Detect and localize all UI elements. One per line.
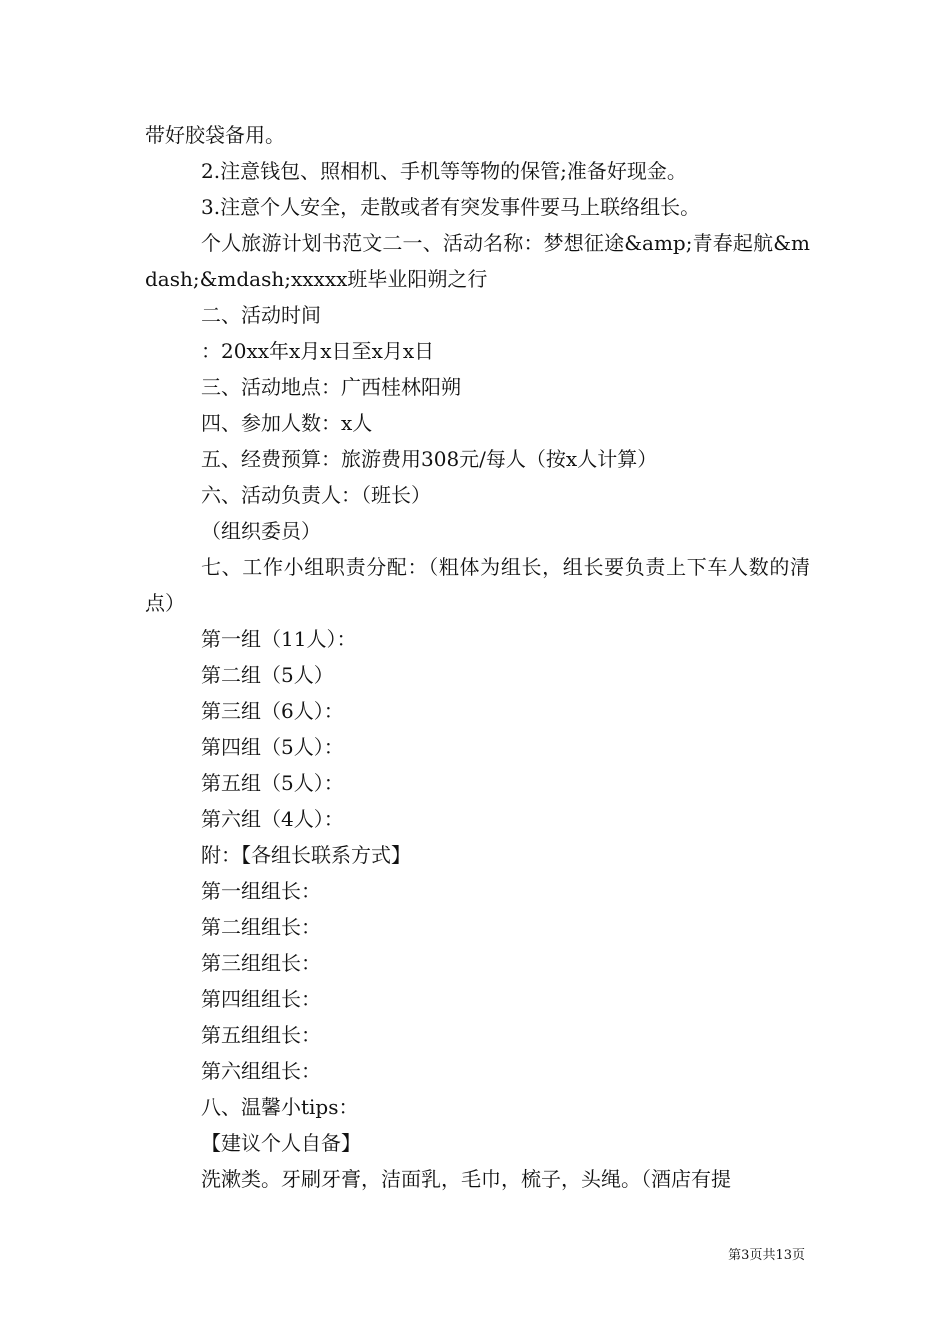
paragraph: 第一组组长：	[201, 879, 321, 903]
paragraph: 第六组组长：	[201, 1059, 321, 1083]
paragraph: 第五组（5人）：	[201, 771, 344, 795]
paragraph: 六、活动负责人：（班长）	[201, 483, 431, 507]
paragraph: 五、经费预算：旅游费用308元/每人（按x人计算）	[201, 447, 658, 471]
paragraph: 四、参加人数：x人	[201, 411, 373, 435]
paragraph: 带好胶袋备用。	[145, 123, 285, 147]
paragraph: 第二组组长：	[201, 915, 321, 939]
paragraph: 3.注意个人安全，走散或者有突发事件要马上联络组长。	[201, 195, 701, 219]
paragraph: 七、工作小组职责分配：（粗体为组长，组长要负责上下车人数的清点）	[145, 555, 810, 615]
paragraph: 三、活动地点：广西桂林阳朔	[201, 375, 461, 399]
paragraph: 2.注意钱包、照相机、手机等等物的保管;准备好现金。	[201, 159, 687, 183]
paragraph: （组织委员）	[201, 519, 321, 543]
paragraph: 个人旅游计划书范文二一、活动名称：梦想征途&amp;青春起航&mdash;&mdash;xxxxx班毕业阳朔之行	[145, 231, 810, 291]
paragraph: 第三组（6人）：	[201, 699, 344, 723]
paragraph: 第二组（5人）	[201, 663, 334, 687]
paragraph: 第六组（4人）：	[201, 807, 344, 831]
page-number: 第3页共13页	[728, 1248, 805, 1263]
paragraph: 第四组（5人）：	[201, 735, 344, 759]
document-body	[145, 117, 810, 1197]
paragraph: 附：【各组长联系方式】	[201, 843, 411, 867]
paragraph: 第三组组长：	[201, 951, 321, 975]
paragraph: 第一组（11人）：	[201, 627, 357, 651]
paragraph: 八、温馨小tips：	[201, 1095, 359, 1119]
paragraph: 第四组组长：	[201, 987, 321, 1011]
paragraph: 第五组组长：	[201, 1023, 321, 1047]
paragraph: 洗漱类。牙刷牙膏，洁面乳，毛巾，梳子，头绳。（酒店有提	[201, 1167, 731, 1191]
paragraph: 【建议个人自备】	[201, 1131, 361, 1155]
paragraph: ：20xx年x月x日至x月x日	[201, 339, 435, 363]
paragraph: 二、活动时间	[201, 303, 321, 327]
